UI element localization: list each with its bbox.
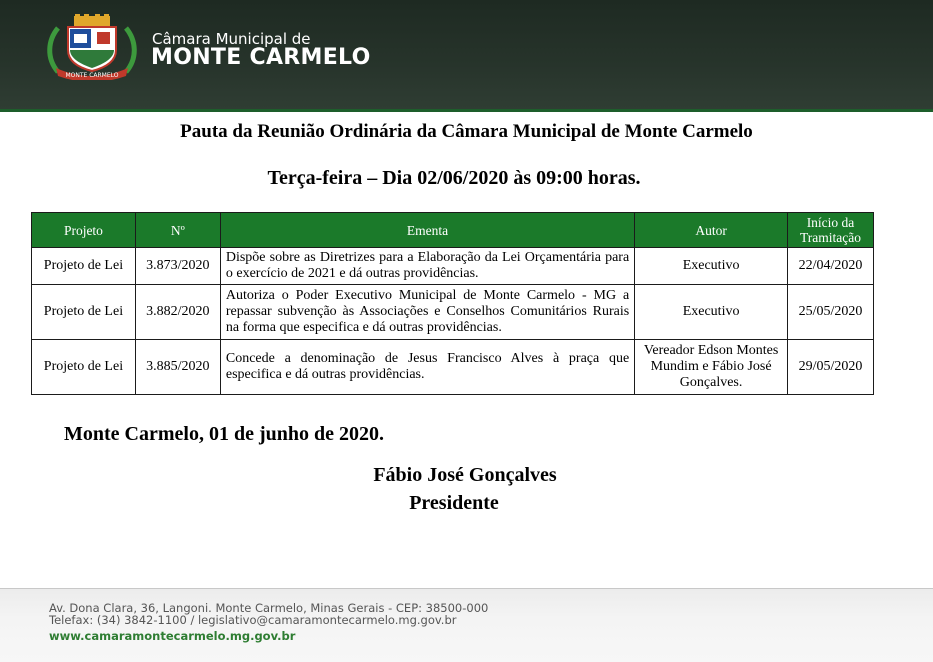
footer-contact: Telefax: (34) 3842-1100 / legislativo@camaramontecarmelo.mg.gov.br bbox=[49, 613, 457, 627]
cell-autor: Executivo bbox=[635, 285, 788, 340]
document-subtitle: Terça-feira – Dia 02/06/2020 às 09:00 horas. bbox=[267, 167, 641, 189]
table-row bbox=[32, 340, 874, 395]
cell-numero: 3.885/2020 bbox=[135, 340, 220, 395]
column-header-projeto: Projeto bbox=[32, 213, 136, 248]
header-banner bbox=[0, 0, 933, 112]
footer-website-link[interactable]: www.camaramontecarmelo.mg.gov.br bbox=[49, 629, 296, 643]
org-subtitle: Câmara Municipal de bbox=[152, 30, 311, 48]
column-header-numero: Nº bbox=[135, 213, 220, 248]
table-row bbox=[32, 248, 874, 285]
cell-projeto: Projeto de Lei bbox=[32, 248, 136, 285]
column-header-inicio: Início da Tramitação bbox=[788, 213, 874, 248]
cell-projeto: Projeto de Lei bbox=[32, 340, 136, 395]
cell-autor: Vereador Edson Montes Mundim e Fábio José Gonçalves. bbox=[635, 340, 788, 395]
document-title: Pauta da Reunião Ordinária da Câmara Municipal de Monte Carmelo bbox=[180, 121, 753, 142]
cell-numero: 3.873/2020 bbox=[135, 248, 220, 285]
coat-of-arms-icon bbox=[44, 14, 140, 80]
signer-name: Fábio José Gonçalves bbox=[373, 464, 557, 486]
footer-address: Av. Dona Clara, 36, Langoni. Monte Carmelo, Minas Gerais - CEP: 38500-000 bbox=[49, 601, 489, 615]
crest-ribbon-text: MONTE CARMELO bbox=[65, 72, 119, 79]
column-header-autor: Autor bbox=[635, 213, 788, 248]
cell-ementa: Concede a denominação de Jesus Francisco Alves à praça que especifica e dá outras providências. bbox=[220, 340, 634, 395]
agenda-table bbox=[31, 212, 874, 395]
cell-numero: 3.882/2020 bbox=[135, 285, 220, 340]
cell-ementa: Autoriza o Poder Executivo Municipal de Monte Carmelo - MG a repassar subvenção às Associações e Conselhos Comunitários Rurais na forma que especifica e dá outras providências. bbox=[220, 285, 634, 340]
cell-ementa: Dispõe sobre as Diretrizes para a Elaboração da Lei Orçamentária para o exercício de 2021 e dá outras providências. bbox=[220, 248, 634, 285]
table-row bbox=[32, 285, 874, 340]
cell-inicio: 25/05/2020 bbox=[788, 285, 874, 340]
footer bbox=[0, 588, 933, 662]
place-and-date: Monte Carmelo, 01 de junho de 2020. bbox=[64, 423, 384, 445]
table-header-row bbox=[32, 213, 874, 248]
cell-inicio: 22/04/2020 bbox=[788, 248, 874, 285]
column-header-ementa: Ementa bbox=[220, 213, 634, 248]
cell-inicio: 29/05/2020 bbox=[788, 340, 874, 395]
cell-projeto: Projeto de Lei bbox=[32, 285, 136, 340]
signer-role: Presidente bbox=[409, 492, 499, 514]
cell-autor: Executivo bbox=[635, 248, 788, 285]
org-name: MONTE CARMELO bbox=[151, 45, 371, 70]
